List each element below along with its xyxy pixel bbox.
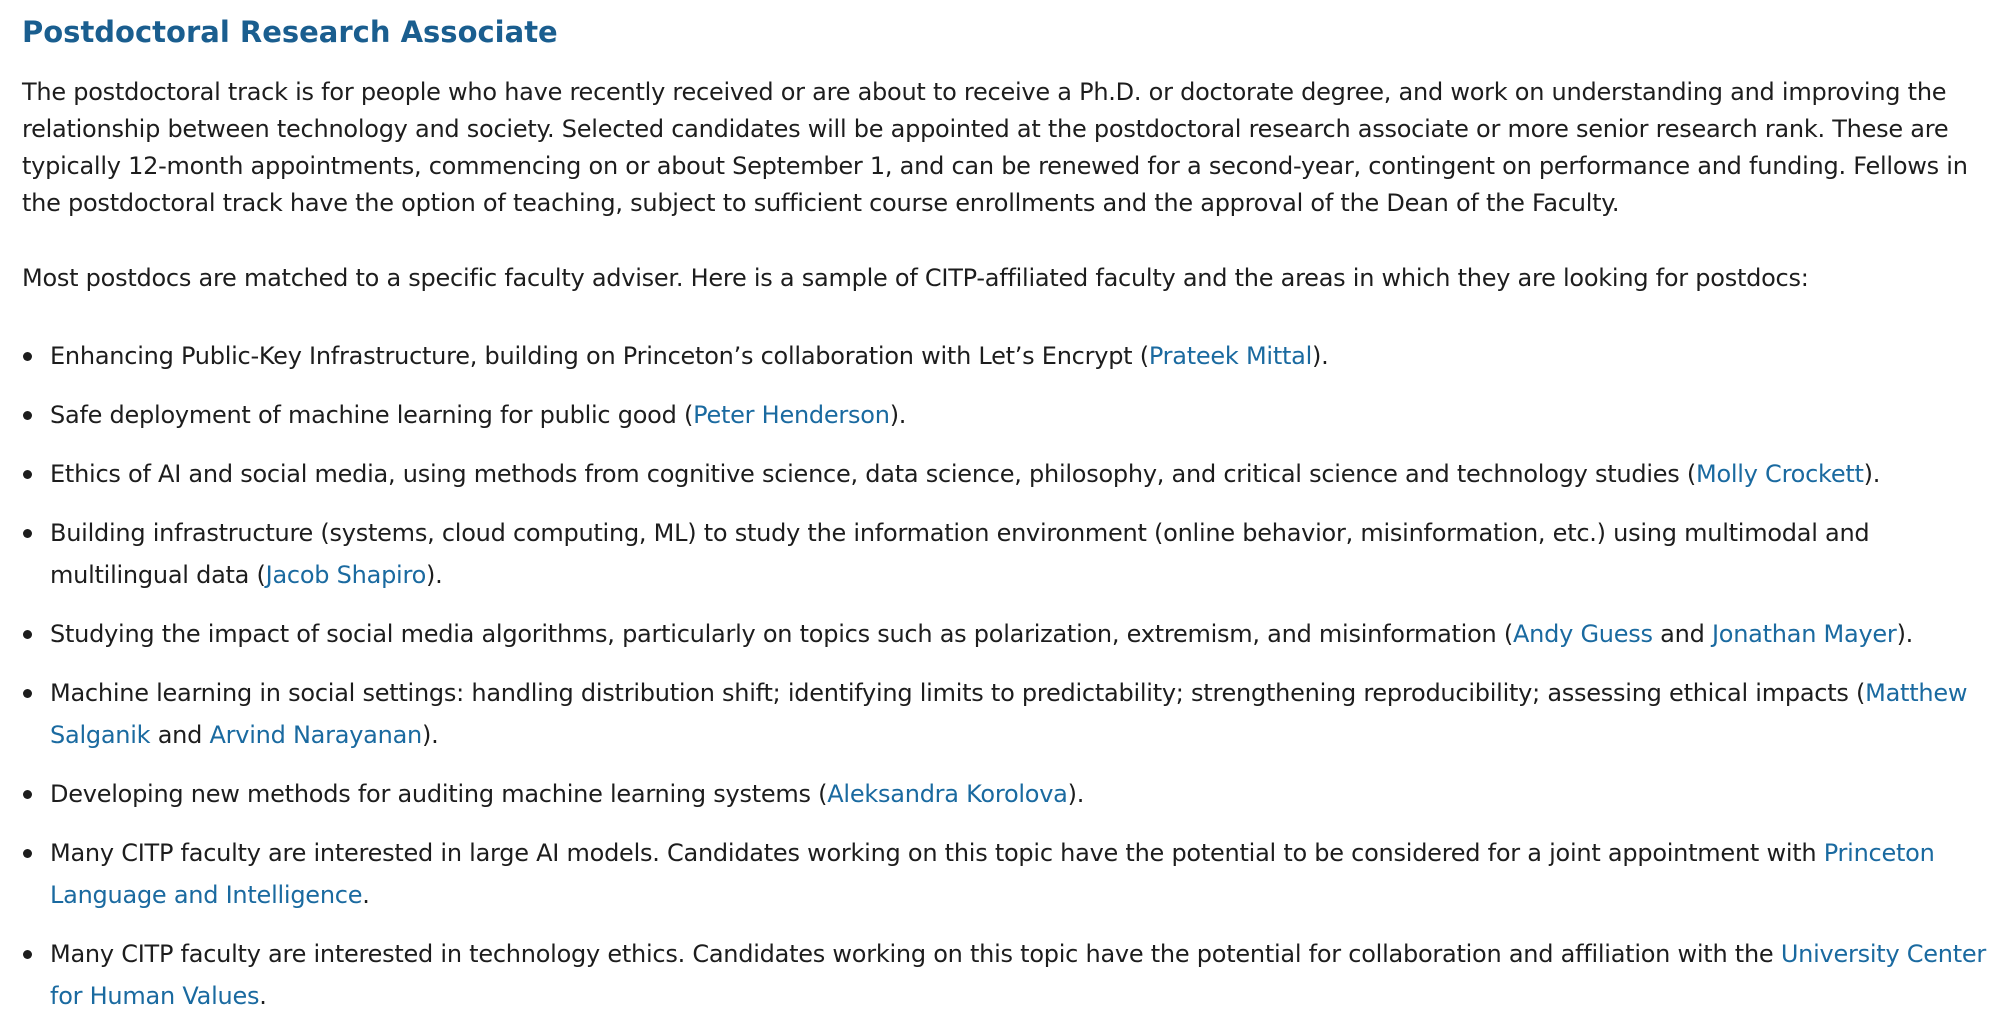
- page-title: Postdoctoral Research Associate: [22, 15, 558, 49]
- bullet-icon: [23, 529, 32, 538]
- item-text: Developing new methods for auditing machine learning systems (: [50, 780, 828, 808]
- faculty-link[interactable]: Prateek Mittal: [1148, 342, 1313, 370]
- item-text: Many CITP faculty are interested in technology ethics. Candidates working on this topic have the potential for collaboration and affiliation with the: [50, 940, 1781, 968]
- item-text: Many CITP faculty are interested in large AI models. Candidates working on this topic have the potential to be considered for a joint appointment with: [50, 839, 1824, 867]
- faculty-link[interactable]: Jacob Shapiro: [265, 561, 426, 589]
- lead-paragraph: Most postdocs are matched to a specific faculty adviser. Here is a sample of CITP-affiliated faculty and the areas in which they are looking for postdocs:: [22, 264, 1809, 292]
- pli-link[interactable]: Princeton Language and Intelligence: [50, 839, 1935, 909]
- main-content: [22, 10, 1994, 1034]
- item-text: Studying the impact of social media algorithms, particularly on topics such as polarization, extremism, and misinformation (: [50, 620, 1513, 648]
- bullet-icon: [23, 411, 32, 420]
- bullet-icon: [23, 352, 32, 361]
- item-end: ).: [1863, 460, 1881, 488]
- item-mid: and: [150, 721, 210, 749]
- item-end: ).: [1312, 342, 1329, 370]
- list-item: [22, 773, 1994, 815]
- faculty-link[interactable]: Peter Henderson: [693, 401, 890, 429]
- intro-paragraph: The postdoctoral track is for people who have recently received or are about to receive a Ph.D. or doctorate degree, and work on understanding and improving the relationship between technology and society. Selected candidates will be appointed at the postdoctoral research associate or more senior research rank. These are typically 12-month appointments, commencing on or about September 1, and can be renewed for a second-year, contingent on performance and funding. Fellows in the postdoctoral track have the option of teaching, subject to sufficient course enrollments and the approval of the Dean of the Faculty.: [22, 78, 1968, 217]
- item-end: .: [362, 881, 370, 909]
- item-end: ).: [889, 401, 907, 429]
- list-item: [22, 933, 1994, 1017]
- item-text: Building infrastructure (systems, cloud computing, ML) to study the information environment (online behavior, misinformation, etc.) using multimodal and multilingual data (: [50, 519, 1870, 589]
- bullet-icon: [23, 790, 32, 799]
- item-text: Ethics of AI and social media, using methods from cognitive science, data science, philosophy, and critical science and technology studies (: [50, 460, 1696, 488]
- bullet-icon: [23, 630, 32, 639]
- item-end: ).: [1896, 620, 1914, 648]
- list-item: [22, 613, 1994, 655]
- item-end: .: [259, 982, 267, 1010]
- list-item: [22, 672, 1994, 756]
- list-item: [22, 832, 1994, 916]
- faculty-link[interactable]: Matthew Salganik: [50, 679, 1968, 749]
- item-end: ).: [1067, 780, 1085, 808]
- bullet-icon: [23, 689, 32, 698]
- item-mid: and: [1652, 620, 1712, 648]
- list-item: [22, 335, 1994, 377]
- item-text: Safe deployment of machine learning for public good (: [50, 401, 694, 429]
- bullet-icon: [23, 950, 32, 959]
- faculty-link[interactable]: Andy Guess: [1513, 620, 1653, 648]
- faculty-link[interactable]: Molly Crockett: [1696, 460, 1864, 488]
- bullet-icon: [23, 470, 32, 479]
- list-item: [22, 453, 1994, 495]
- faculty-link[interactable]: Aleksandra Korolova: [827, 780, 1068, 808]
- faculty-link[interactable]: Jonathan Mayer: [1711, 620, 1897, 648]
- bullet-icon: [23, 849, 32, 858]
- research-areas-list: [22, 335, 1994, 1017]
- item-text: Machine learning in social settings: handling distribution shift; identifying limits to predictability; strengthening reproducibility; assessing ethical impacts (: [50, 679, 1866, 707]
- list-item: [22, 512, 1994, 596]
- item-end: ).: [422, 721, 439, 749]
- faculty-link[interactable]: Arvind Narayanan: [209, 721, 423, 749]
- item-text: Enhancing Public-Key Infrastructure, building on Princeton’s collaboration with Let’s Encrypt (: [50, 342, 1149, 370]
- item-end: ).: [426, 561, 443, 589]
- uchv-link[interactable]: University Center for Human Values: [50, 940, 1987, 1010]
- list-item: [22, 394, 1994, 436]
